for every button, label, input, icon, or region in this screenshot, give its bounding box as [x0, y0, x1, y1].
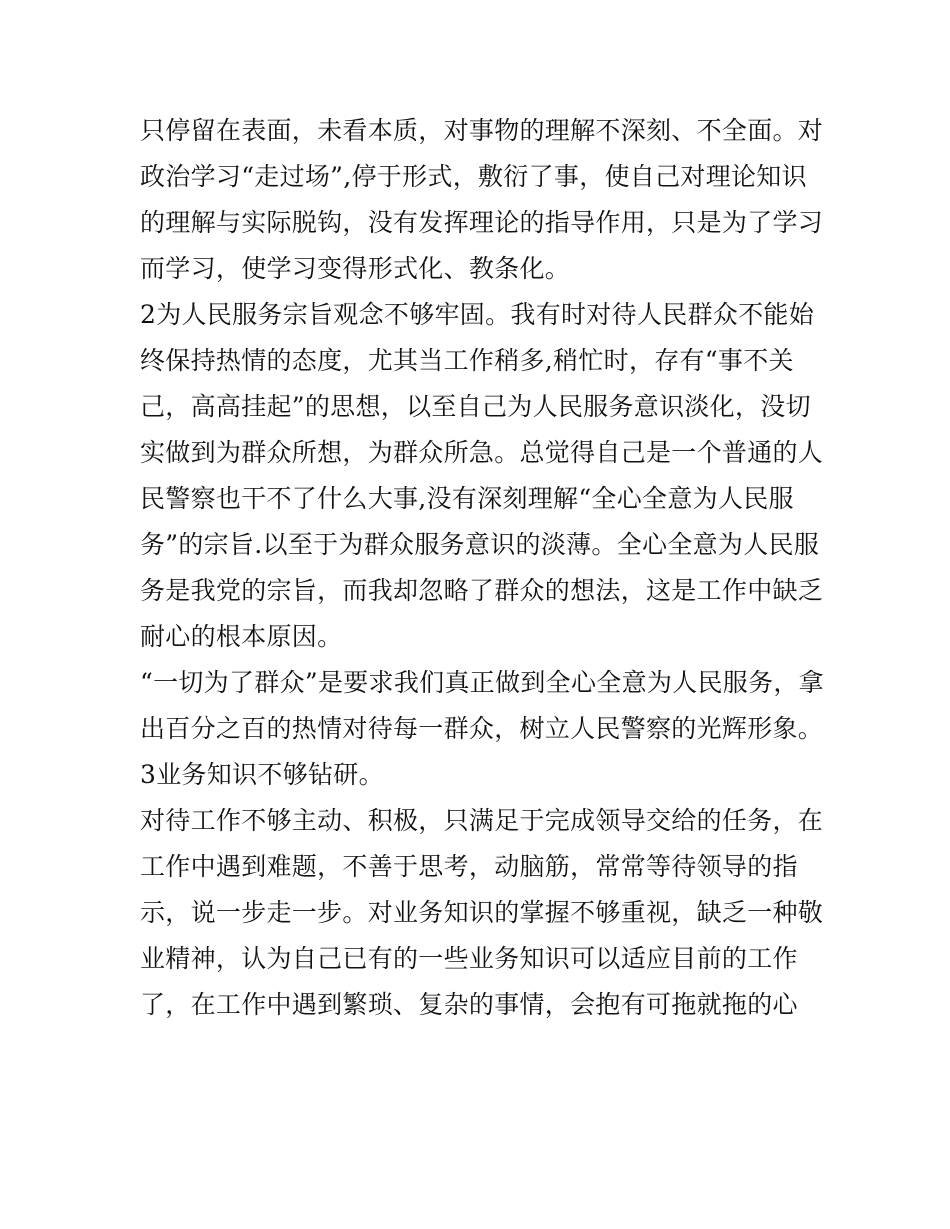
- text-line: 己，高高挂起”的思想，以至自己为人民服务意识淡化，没切: [140, 392, 811, 421]
- text-line: 政治学习“走过场”,停于形式，敷衍了事，使自己对理论知识: [140, 162, 807, 191]
- text-line: 了，在工作中遇到繁琐、复杂的事情，会抱有可拖就拖的心: [140, 990, 798, 1019]
- text-line: 业精神，认为自己已有的一些业务知识可以适应目前的工作: [140, 944, 798, 973]
- text-line: “一切为了群众”是要求我们真正做到全心全意为人民服务，拿: [140, 668, 824, 697]
- text-line: 对待工作不够主动、积极，只满足于完成领导交给的任务，在: [140, 806, 824, 835]
- document-body: [140, 108, 824, 1028]
- text-line: 出百分之百的热情对待每一群众，树立人民警察的光辉形象。: [140, 714, 824, 743]
- text-line: 示，说一步走一步。对业务知识的掌握不够重视，缺乏一种敬: [140, 898, 824, 927]
- text-line: 务”的宗旨.以至于为群众服务意识的淡薄。全心全意为人民服: [140, 530, 820, 559]
- text-line: 耐心的根本原因。: [140, 622, 343, 651]
- text-line: 工作中遇到难题，不善于思考，动脑筋，常常等待领导的指: [140, 852, 798, 881]
- text-line: 务是我党的宗旨，而我却忽略了群众的想法，这是工作中缺乏: [140, 576, 824, 605]
- text-line: 民警察也干不了什么大事,没有深刻理解“全心全意为人民服: [140, 484, 794, 513]
- text-line: 的理解与实际脱钩，没有发挥理论的指导作用，只是为了学习: [140, 208, 824, 237]
- text-line: 实做到为群众所想，为群众所急。总觉得自己是一个普通的人: [140, 438, 824, 467]
- text-line: 而学习，使学习变得形式化、教条化。: [140, 254, 571, 283]
- text-line: 终保持热情的态度，尤其当工作稍多,稍忙时，存有“事不关: [140, 346, 794, 375]
- text-line: 3业务知识不够钻研。: [140, 760, 384, 789]
- text-line: 只停留在表面，未看本质，对事物的理解不深刻、不全面。对: [140, 116, 824, 145]
- text-line: 2为人民服务宗旨观念不够牢固。我有时对待人民群众不能始: [140, 300, 815, 329]
